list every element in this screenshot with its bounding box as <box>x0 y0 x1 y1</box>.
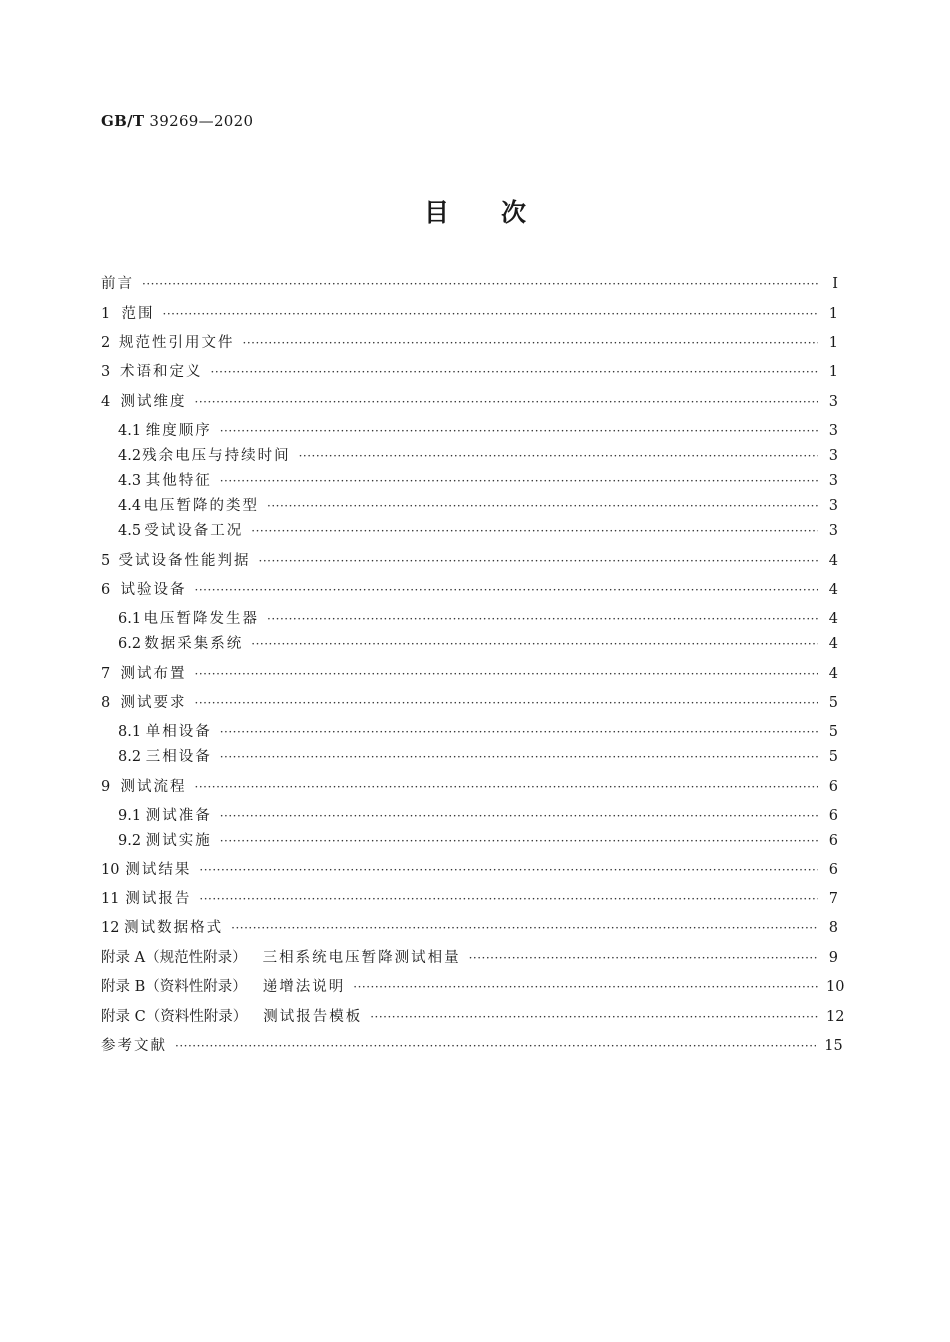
toc-entry[interactable] <box>101 274 838 294</box>
toc-page-number: 9 <box>828 950 838 966</box>
toc-entry[interactable] <box>101 918 838 938</box>
toc-leader-dots <box>251 521 818 541</box>
toc-label: 范围 <box>121 306 155 322</box>
toc-leader-dots <box>220 806 818 826</box>
toc-page-number: Ⅰ <box>832 276 838 292</box>
toc-page-number: 6 <box>828 779 838 795</box>
toc-leader-dots <box>220 831 818 851</box>
toc-label: 测试要求 <box>120 695 187 711</box>
toc-label: 测试结果 <box>125 862 192 878</box>
toc-leader-dots <box>195 392 818 412</box>
toc-label: 测试布置 <box>120 666 187 682</box>
toc-label: 前言 <box>101 276 134 292</box>
toc-number: 8.2 <box>118 749 142 765</box>
toc-number: 4 <box>101 394 111 410</box>
toc-page-number: 10 <box>826 979 845 995</box>
toc-number: 8.1 <box>118 724 142 740</box>
toc-number: 11 <box>101 891 120 907</box>
toc-entry[interactable] <box>101 1007 845 1027</box>
toc-entry[interactable] <box>118 609 838 629</box>
toc-leader-dots <box>199 889 818 909</box>
toc-number: 9 <box>101 779 111 795</box>
toc-page-number: 7 <box>828 891 838 907</box>
toc-entry[interactable] <box>118 471 838 491</box>
toc-entry[interactable] <box>101 304 838 324</box>
toc-page-number: 3 <box>828 423 838 439</box>
toc-number: 4.2 <box>118 448 142 464</box>
toc-entry[interactable] <box>101 333 838 353</box>
toc-leader-dots <box>195 777 818 797</box>
toc-label: 术语和定义 <box>120 364 203 380</box>
toc-entry[interactable] <box>101 889 838 909</box>
toc-page-number: 5 <box>828 749 838 765</box>
toc-label: 维度顺序 <box>145 423 212 439</box>
toc-page-number: 6 <box>828 808 838 824</box>
toc-entry[interactable] <box>101 664 838 684</box>
toc-number: 4.5 <box>118 523 142 539</box>
toc-leader-dots <box>267 496 818 516</box>
toc-page-number: 8 <box>828 920 838 936</box>
toc-entry[interactable] <box>118 521 838 541</box>
toc-leader-dots <box>220 471 818 491</box>
toc-page-number: 5 <box>828 724 838 740</box>
toc-entry[interactable] <box>101 580 838 600</box>
toc-leader-dots <box>231 918 818 938</box>
toc-entry[interactable] <box>101 693 838 713</box>
toc-leader-dots <box>220 421 818 441</box>
toc-page-number: 1 <box>828 364 838 380</box>
toc-leader-dots <box>353 977 818 997</box>
toc-number: 4.4 <box>118 498 142 514</box>
toc-entry[interactable] <box>101 1036 843 1056</box>
toc-label: 受试设备性能判据 <box>118 553 251 569</box>
title-char-2: 次 <box>501 198 527 227</box>
toc-entry[interactable] <box>101 860 838 880</box>
toc-page-number: 3 <box>828 498 838 514</box>
toc-number: 附录 B（资料性附录） <box>101 979 247 995</box>
toc-entry[interactable] <box>118 496 838 516</box>
toc-number: 9.1 <box>118 808 142 824</box>
toc-leader-dots <box>220 747 818 767</box>
toc-leader-dots <box>195 664 818 684</box>
toc-entry[interactable] <box>118 747 838 767</box>
toc-page-number: 4 <box>828 666 838 682</box>
toc-number: 6.2 <box>118 636 142 652</box>
toc-number: 1 <box>101 306 111 322</box>
toc-number: 9.2 <box>118 833 142 849</box>
toc-entry[interactable] <box>101 777 838 797</box>
toc-label: 单相设备 <box>145 724 212 740</box>
toc-leader-dots <box>370 1007 818 1027</box>
toc-entry[interactable] <box>118 634 838 654</box>
toc-page-number: 4 <box>828 636 838 652</box>
toc-label: 其他特征 <box>145 473 212 489</box>
toc-entry[interactable] <box>118 722 838 742</box>
toc-page-number: 4 <box>828 582 838 598</box>
toc-number: 7 <box>101 666 111 682</box>
toc-label: 电压暂降发生器 <box>143 611 260 627</box>
toc-label: 三相系统电压暂降测试相量 <box>262 950 461 966</box>
toc-number: 5 <box>101 553 111 569</box>
toc-label: 三相设备 <box>145 749 212 765</box>
toc-leader-dots <box>251 634 818 654</box>
toc-page-number: 4 <box>828 553 838 569</box>
toc-number: 6 <box>101 582 111 598</box>
toc-leader-dots <box>142 274 818 294</box>
toc-number: 6.1 <box>118 611 142 627</box>
toc-label: 测试准备 <box>145 808 212 824</box>
toc-leader-dots <box>163 304 818 324</box>
toc-leader-dots <box>259 551 819 571</box>
toc-entry[interactable] <box>118 421 838 441</box>
toc-page-number: 1 <box>828 306 838 322</box>
toc-label: 递增法说明 <box>262 979 346 995</box>
toc-number: 8 <box>101 695 111 711</box>
toc-page-number: 3 <box>828 523 838 539</box>
toc-entry[interactable] <box>101 362 838 382</box>
toc-label: 测试数据格式 <box>124 920 224 936</box>
toc-label: 规范性引用文件 <box>119 335 235 351</box>
title-char-1: 目 <box>423 198 449 227</box>
toc-entry[interactable] <box>101 551 838 571</box>
toc-entry[interactable] <box>118 446 838 466</box>
toc-entry[interactable] <box>101 392 838 412</box>
toc-leader-dots <box>267 609 818 629</box>
toc-label: 测试报告模板 <box>263 1009 363 1025</box>
toc-leader-dots <box>175 1036 816 1056</box>
standard-prefix: GB/T <box>101 112 145 130</box>
toc-page-number: 6 <box>828 862 838 878</box>
toc-page-number: 6 <box>828 833 838 849</box>
toc-page-number: 3 <box>828 473 838 489</box>
toc-leader-dots <box>243 333 819 353</box>
toc-label: 测试实施 <box>145 833 212 849</box>
toc-entry[interactable] <box>101 977 845 997</box>
toc-label: 受试设备工况 <box>144 523 244 539</box>
toc-number: 2 <box>101 335 111 351</box>
toc-label: 残余电压与持续时间 <box>142 448 291 464</box>
toc-number: 4.1 <box>118 423 142 439</box>
toc-label: 测试报告 <box>125 891 192 907</box>
toc-page-number: 3 <box>828 448 838 464</box>
toc-leader-dots <box>469 948 818 968</box>
toc-page-number: 15 <box>824 1038 843 1054</box>
toc-label: 电压暂降的类型 <box>143 498 260 514</box>
toc-number: 4.3 <box>118 473 142 489</box>
toc-label: 测试流程 <box>120 779 187 795</box>
toc-page-number: 4 <box>828 611 838 627</box>
toc-leader-dots <box>220 722 818 742</box>
toc-number: 3 <box>101 364 111 380</box>
toc-leader-dots <box>299 446 818 466</box>
toc-page-number: 1 <box>828 335 838 351</box>
toc-label: 测试维度 <box>120 394 187 410</box>
toc-page-number: 12 <box>826 1009 845 1025</box>
toc-number: 附录 C（资料性附录） <box>101 1009 248 1025</box>
toc-entry[interactable] <box>118 831 838 851</box>
toc-number: 10 <box>101 862 120 878</box>
toc-number: 附录 A（规范性附录） <box>101 950 247 966</box>
toc-label: 数据采集系统 <box>144 636 244 652</box>
toc-label: 试验设备 <box>120 582 187 598</box>
toc-leader-dots <box>195 693 818 713</box>
standard-number: 39269—2020 <box>149 112 254 130</box>
toc-leader-dots <box>199 860 818 880</box>
toc-leader-dots <box>195 580 818 600</box>
toc-leader-dots <box>211 362 818 382</box>
toc-number: 12 <box>101 920 120 936</box>
toc-entry[interactable] <box>101 948 838 968</box>
toc-page-number: 3 <box>828 394 838 410</box>
toc-page-number: 5 <box>828 695 838 711</box>
toc-label: 参考文献 <box>101 1038 167 1054</box>
toc-entry[interactable] <box>118 806 838 826</box>
